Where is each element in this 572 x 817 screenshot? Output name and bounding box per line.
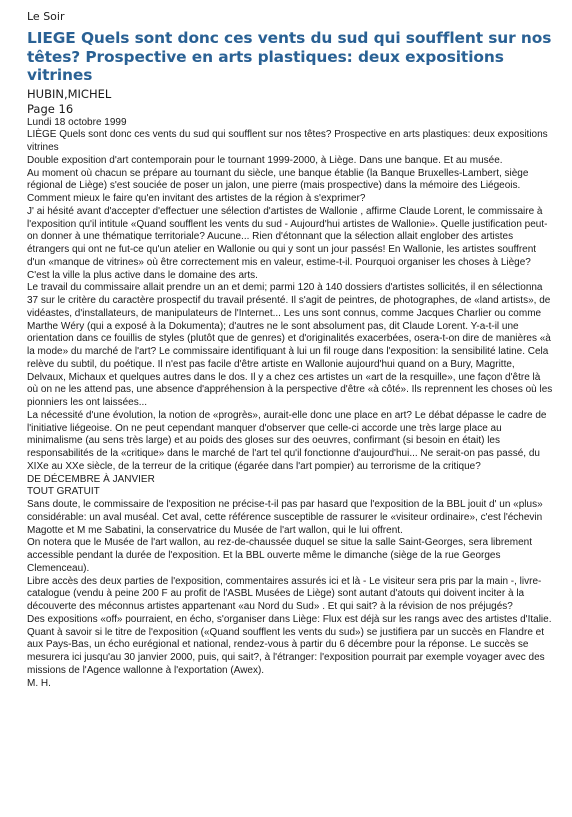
paragraph: J' ai hésité avant d'accepter d'effectuer une sélection d'artistes de Wallonie , affirme Claude Lorent, le commissaire à l'exposition qu'il intitule «Quand soufflent les vents du sud - Aujourd'hui artistes de Wallonie». Quelle justification peut-on donner à une thématique territoriale? Aucune... Rien d'étonnant que la sélection allait englober des artistes étrangers qui ont ne fut-ce qu'un atelier en Wallonie ou qui y sont un jour passés! En Wallonie, les artistes souffrent d'un «manque de vitrines» où être correctement mis en valeur, estime-t-il. Pourquoi organiser les choses à Liège? C'est la ville la plus active dans le domaine des arts. [27, 205, 548, 281]
article-body [27, 117, 554, 691]
subheading: TOUT GRATUIT [27, 486, 100, 498]
author-signature: M. H. [27, 677, 51, 689]
subheading: DE DÉCEMBRE À JANVIER [27, 473, 155, 485]
paragraph: La nécessité d'une évolution, la notion de «progrès», aurait-elle donc une place en art? Le débat dépasse le cadre de l'initiative liégeoise. On ne peut cependant manquer d'observer que celle-ci accorde une très large place au minimalisme (au sens très large) et au poids des gloses sur des oeuvres, confirmant (si besoin en était) les responsabilités de la «critique» dans le marché de l'art tel qu'il fonctionne d'aujourd'hui... Ne serait-on pas passé, du XIXe au XXe siècle, de la terreur de la critique (égarée dans l'art pompier) au terrorisme de la critique? [27, 409, 547, 472]
paragraph: Des expositions «off» pourraient, en écho, s'organiser dans Liège: Flux est déjà sur les rangs avec des artistes d'Italie. Quant à savoir si le titre de l'exposition («Quand soufflent les vents du sud») se justifiera par un succès en Flandre et aux Pays-Bas, un écho eurégional et national, rendez-vous à partir du 6 décembre pour la réponse. Le succès se mesurera ici jusqu'au 30 janvier 2000, puis, qui sait?, à l'étranger: l'exposition pourrait par exemple voyager avec des missions de l'Agence wallonne à l'exportation (Awex). [27, 613, 552, 676]
paragraph: Sans doute, le commissaire de l'exposition ne précise-t-il pas par hasard que l'exposition de la BBL jouit d' un «plus» considérable: un aval muséal. Cet aval, cette référence susceptible de rassurer le «visiteur ordinaire», c'est l'échevin Magotte et M me Sabatini, la conservatrice du Musée de l'art wallon, qui le lui offrent. [27, 499, 543, 536]
paragraph: Le travail du commissaire allait prendre un an et demi; parmi 120 à 140 dossiers d'artistes sollicités, il en sélectionna 37 sur le critère du caractère prospectif du travail présenté. Il s'agit de peintres, de photographes, de «land artists», de vidéastes, d'installateurs, de manipulateurs de l'Internet... Les uns sont connus, comme Jacques Charlier ou comme Marthe Wéry (qui a exposé à la Dokumenta); d'autres ne le sont absolument pas, dit Claude Lorent. Y-a-t-il une orientation dans ce fouillis de styles (plutôt que de genres) et d'originalités exacerbées, osera-t-on dire de manières «à la mode» du marché de l'art? Le commissaire identifiquant à lui un fil rouge dans l'exposition: la sensibilité latine. Cela relève du subtil, du poétique. Il n'est pas facile d'être artiste en Wallonie aujourd'hui quand on a Bury, Magritte, Delvaux, Michaux et quelques autres dans le dos. Il y a chez ces artistes un «art de la resquille», une façon d'être là où on ne les attend pas, une absence d'appréhension à la perspective d'être «à côté». Ils reprennent les choses où les pionniers les ont laissées... [27, 282, 553, 408]
article-author: HUBIN,MICHEL [27, 86, 112, 101]
paragraph: Double exposition d'art contemporain pour le tournant 1999-2000, à Liège. Dans une banque. Et au musée. [27, 154, 503, 166]
article-headline: LIEGE Quels sont donc ces vents du sud qui soufflent sur nos têtes? Prospective en arts plastiques: deux expositions vitrines [27, 29, 552, 84]
paragraph: Libre accès des deux parties de l'exposition, commentaires assurés ici et là - Le visiteur sera pris par la main -, livre-catalogue (vendu à peine 200 F au profit de l'ASBL Musées de Liège) sont autant d'atouts qui doivent inciter à la découverte des méconnus artistes appartenant «au Nord du Sud» . Et qui sait? à la révision de nos préjugés? [27, 575, 542, 612]
newspaper-name: Le Soir [27, 10, 65, 23]
paragraph: On notera que le Musée de l'art wallon, au rez-de-chaussée duquel se situe la salle Saint-Georges, sera librement accessible pendant la durée de l'exposition. Et la BBL ouverte même le dimanche (siège de la rue Georges Clemenceau). [27, 537, 532, 574]
article-date: Lundi 18 octobre 1999 [27, 116, 127, 128]
article-page [27, 10, 554, 690]
paragraph-lead: LIÈGE Quels sont donc ces vents du sud qui soufflent sur nos têtes? Prospective en arts plastiques: deux expositions vitrines [27, 129, 548, 153]
paragraph: Au moment où chacun se prépare au tournant du siècle, une banque établie (la Banque Bruxelles-Lambert, siège régional de Liège) s'est souciée de poser un jalon, une pierre (mais prospective) dans la mémoire des Liégeois. Comment mieux le faire qu'en invitant des artistes de la région à s'exprimer? [27, 167, 529, 204]
page-number: Page 16 [27, 101, 74, 116]
